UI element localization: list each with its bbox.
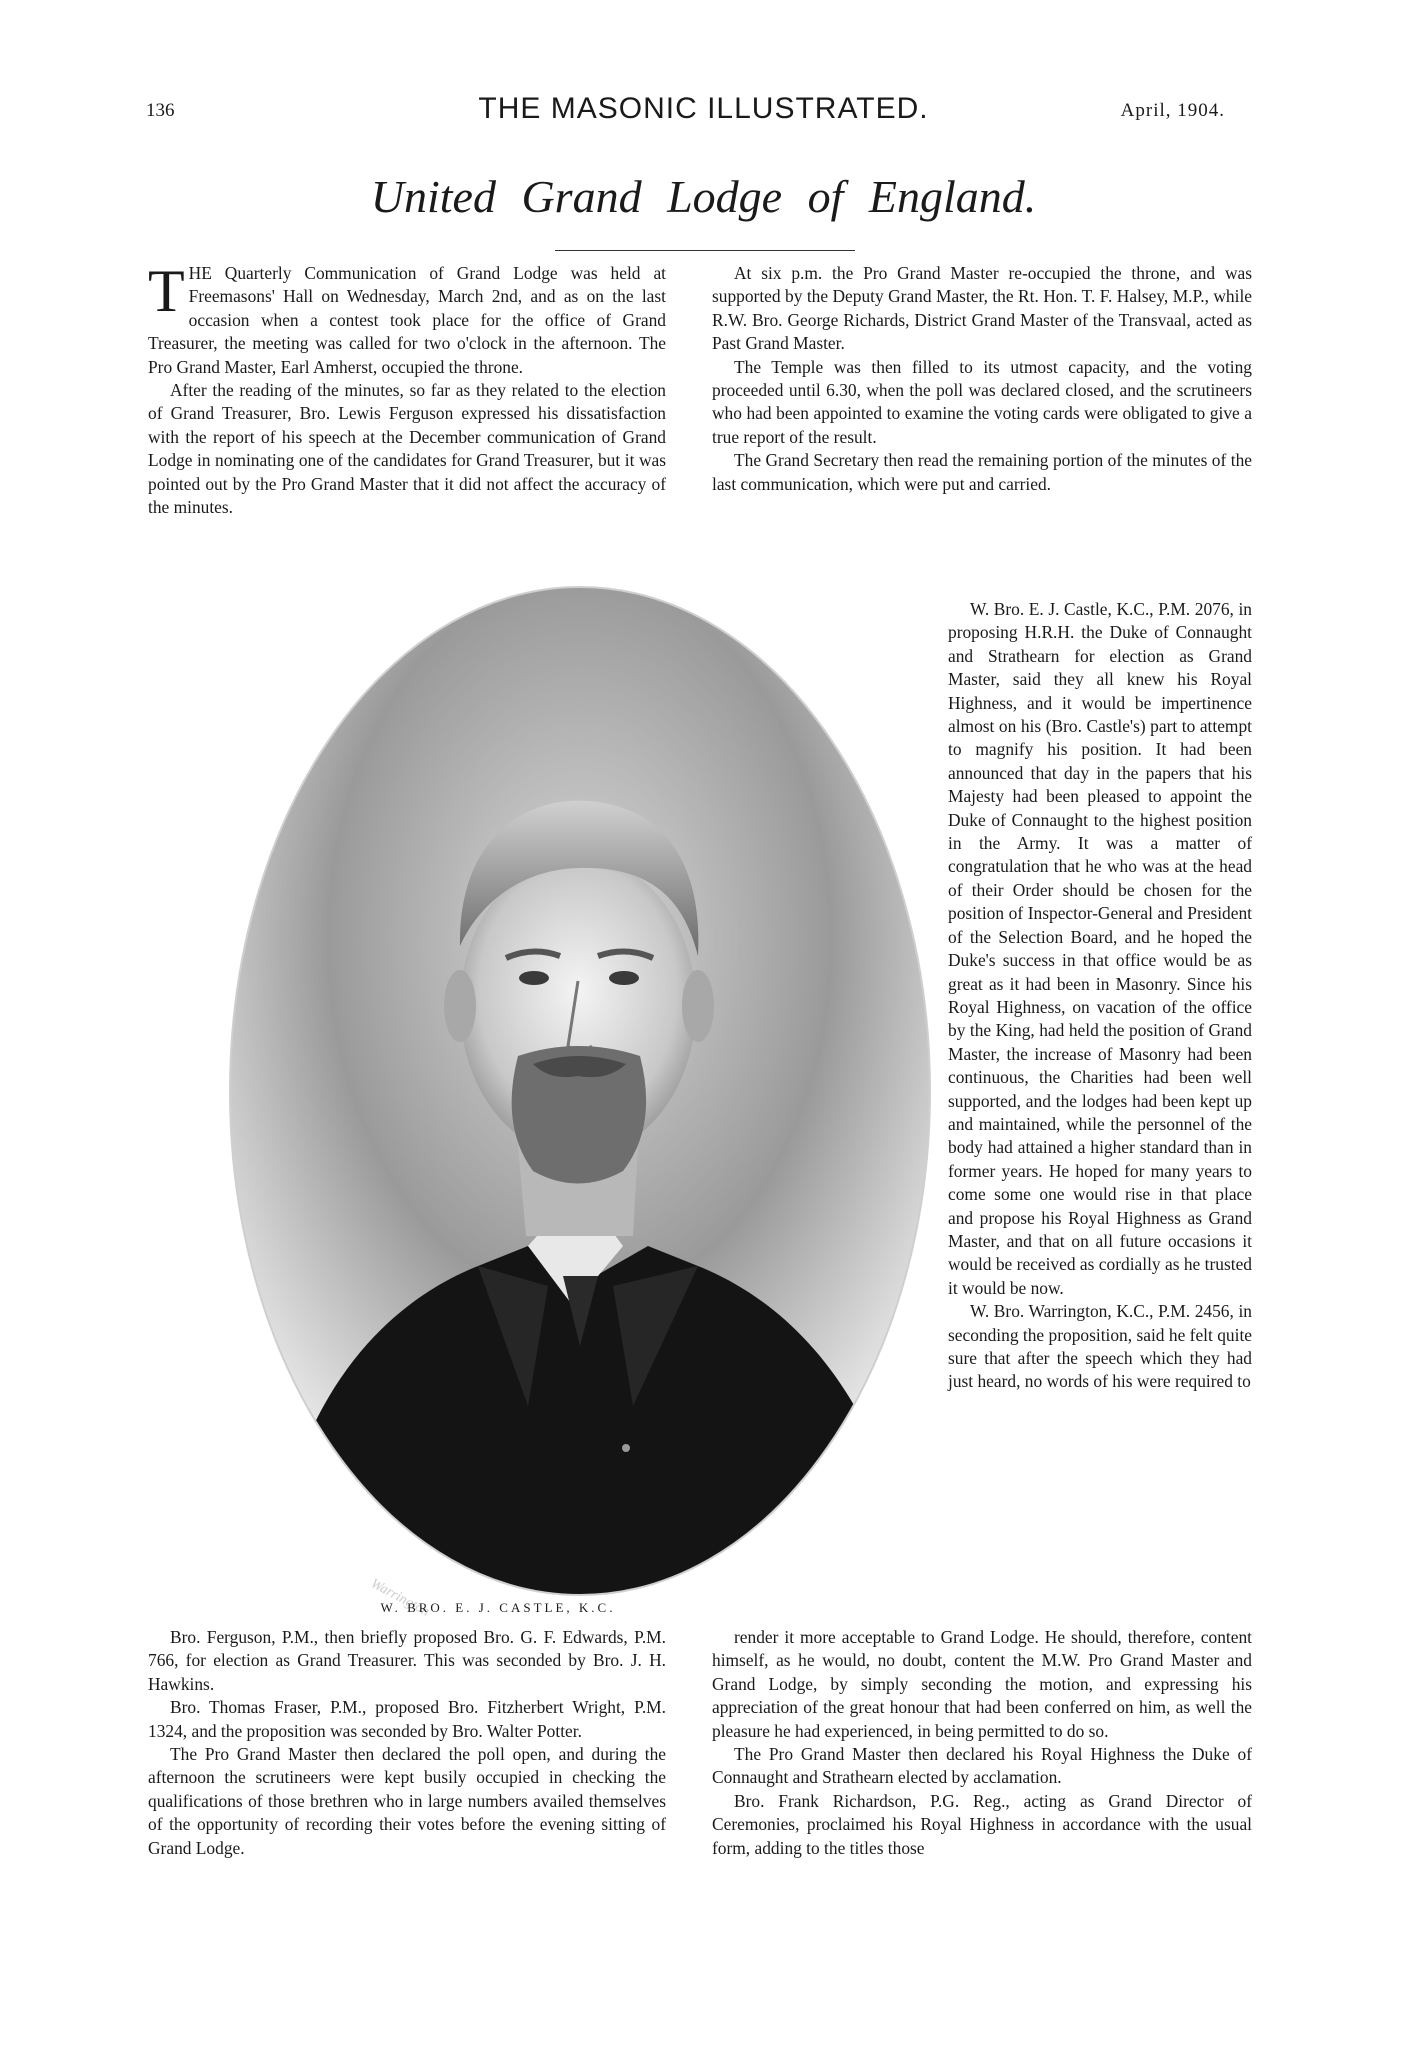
- article-title: United Grand Lodge of England.: [370, 171, 1037, 222]
- portrait-caption: W. BRO. E. J. CASTLE, K.C.: [380, 1600, 616, 1615]
- paragraph: THE Quarterly Communication of Grand Lodge was held at Freemasons' Hall on Wednesday, March 2nd, and as on the last occasion when a contest took place for the office of Grand Treasurer, the meeting was called for two o'clock in the afternoon. The Pro Grand Master, Earl Amherst, occupied the throne.: [148, 258, 666, 377]
- paragraph: W. Bro. E. J. Castle, K.C., P.M. 2076, in proposing H.R.H. the Duke of Connaught and Strathearn for election as Grand Master, said they all knew his Royal Highness, and it would be impertinence almost on his (Bro. Castle's) part to attempt to magnify his position. It had been announced that day in the papers that his Majesty had been pleased to appoint the Duke of Connaught to the highest position in the Army. It was a matter of congratulation that he who was at the head of their Order should be chosen for the position of Inspector-General and President of the Selection Board, and he hoped the Duke's success in that office would be as great as it had been in Masonry. Since his Royal Highness, on vacation of the office by the King, had held the position of Grand Master, the increase of Masonry had been continuous, the Charities had been well supported, and the lodges had been kept up and maintained, while the personnel of the body had attained a higher standard than in former years. He hoped for many years to come some one would rise in that place and propose his Royal Highness as Grand Master, and that on all future occasions it would be received as cordially as he trusted it would be now.: [948, 599, 1252, 1298]
- left-column-bottom: [148, 1626, 666, 1860]
- paragraph: The Pro Grand Master then declared the poll open, and during the afternoon the scrutineers were kept busily occupied in checking the qualifications of those brethren who in large numbers availed themselves of the opportunity of recording their votes before the evening sitting of Grand Lodge.: [148, 1744, 666, 1858]
- paragraph: render it more acceptable to Grand Lodge. He should, therefore, content himself, as he would, no doubt, content the M.W. Pro Grand Master and Grand Lodge, by simply seconding the motion, and expressing his appreciation of the great honour that had been conferred on him, as well the pleasure he had experienced, in being permitted to do so.: [712, 1627, 1252, 1741]
- paragraph: W. Bro. Warrington, K.C., P.M. 2456, in seconding the proposition, said he felt quite sure that after the speech which they had just heard, no words of his were required to: [948, 1301, 1252, 1392]
- paragraph: The Temple was then filled to its utmost capacity, and the voting proceeded until 6.30, when the poll was declared closed, and the scrutineers who had been appointed to examine the voting cards were obligated to give a true report of the result.: [712, 356, 1252, 447]
- right-column-narrow: [948, 598, 1252, 1394]
- artist-signature: Warrington: [368, 1576, 432, 1620]
- drop-cap: T: [148, 258, 185, 324]
- right-column-bottom: [712, 1626, 1252, 1860]
- paragraph: Bro. Ferguson, P.M., then briefly proposed Bro. G. F. Edwards, P.M. 766, for election as Grand Treasurer. This was seconded by Bro. J. H. Hawkins.: [148, 1627, 666, 1694]
- page-number: 136: [146, 100, 175, 121]
- paragraph: At six p.m. the Pro Grand Master re-occupied the throne, and was supported by the Deputy Grand Master, the Rt. Hon. T. F. Halsey, M.P., while R.W. Bro. George Richards, District Grand Master of the Transvaal, acted as Past Grand Master.: [712, 263, 1252, 354]
- running-title: THE MASONIC ILLUSTRATED.: [478, 92, 929, 125]
- title-rule: [555, 250, 855, 251]
- paragraph: The Pro Grand Master then declared his Royal Highness the Duke of Connaught and Strathearn elected by acclamation.: [712, 1744, 1252, 1788]
- right-column-top: [712, 262, 1252, 496]
- paragraph: The Grand Secretary then read the remaining portion of the minutes of the last communication, which were put and carried.: [712, 450, 1252, 494]
- paragraph: After the reading of the minutes, so far as they related to the election of Grand Treasurer, Bro. Lewis Ferguson expressed his dissatisfaction with the report of his speech at the December communication of Grand Lodge in nominating one of the candidates for Grand Treasurer, but it was pointed out by the Pro Grand Master that it did not affect the accuracy of the minutes.: [148, 380, 666, 518]
- paragraph: Bro. Frank Richardson, P.G. Reg., acting as Grand Director of Ceremonies, proclaimed his Royal Highness in accordance with the usual form, adding to the titles those: [712, 1790, 1252, 1858]
- left-column-top: [148, 258, 666, 519]
- paragraph: Bro. Thomas Fraser, P.M., proposed Bro. Fitzherbert Wright, P.M. 1324, and the proposition was seconded by Bro. Walter Potter.: [148, 1697, 666, 1741]
- issue-date: April, 1904.: [1120, 100, 1225, 121]
